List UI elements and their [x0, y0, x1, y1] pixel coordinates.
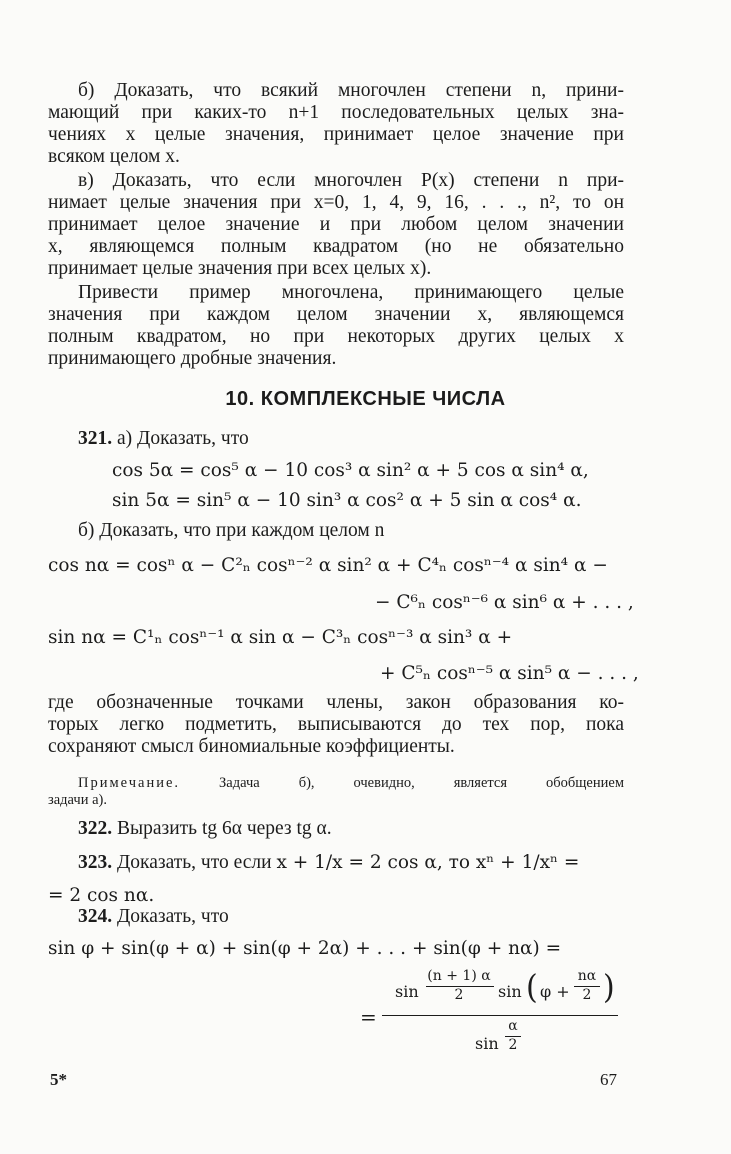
- problem-323: [78, 852, 579, 874]
- text-line: всяком целом x.: [48, 146, 180, 167]
- text-line: чениях x целые значения, принимает целое значение при: [48, 124, 624, 145]
- sum-lhs: sin φ + sin(φ + α) + sin(φ + 2α) + . . . + sin(φ + nα) =: [48, 938, 562, 959]
- problem-322: [78, 818, 332, 840]
- paragraph-part-c: [48, 170, 624, 280]
- condition-formula: x + 1/x = 2 cos α, то xⁿ + 1/xⁿ =: [276, 852, 580, 873]
- problem-323-cont: = 2 cos nα.: [48, 885, 155, 906]
- problem-number: 321.: [78, 428, 113, 449]
- num-paren-top: nα: [577, 968, 597, 984]
- text-line: значения при каждом целом значении x, являющемся: [48, 304, 624, 325]
- text-line: где обозначенные точками члены, закон образования ко-: [48, 692, 624, 713]
- note-block-cont: [48, 792, 594, 809]
- note-block: [78, 775, 624, 792]
- signature-mark: 5*: [50, 1070, 67, 1089]
- problem-number: 323.: [78, 852, 113, 873]
- paren-open: (: [526, 968, 538, 1007]
- paragraph-example: [48, 282, 624, 370]
- equation-cos5a: cos 5α = cos⁵ α − 10 cos³ α sin² α + 5 cos α sin⁴ α,: [112, 460, 589, 481]
- problem-text: Выразить tg 6α через tg α.: [117, 818, 332, 839]
- note-label: Примечание.: [78, 775, 181, 791]
- problem-321-part-b: б) Доказать, что при каждом целом n: [78, 520, 385, 541]
- paragraph-explanation: [48, 692, 624, 758]
- num-frac-bot: 2: [454, 987, 464, 1003]
- problem-number: 322.: [78, 818, 113, 839]
- paragraph-part-b: [48, 80, 624, 168]
- text-line: сохраняют смысл биномиальные коэффициенты.: [48, 736, 455, 757]
- problem-intro: Доказать, что: [117, 906, 229, 927]
- main-fraction-bar: [382, 1015, 618, 1016]
- phi-plus: φ +: [540, 982, 570, 1001]
- text-line: принимает целые значения при всех целых x).: [48, 258, 432, 279]
- problem-324: [78, 906, 229, 928]
- sin-label: sin: [475, 1034, 499, 1053]
- sin-label: sin: [498, 982, 522, 1001]
- text-line: x, являющемся полным квадратом (но не обязательно: [48, 236, 624, 257]
- equation-sin-n-line2: + C⁵ₙ cosⁿ⁻⁵ α sin⁵ α − . . . ,: [380, 663, 639, 684]
- note-line: задачи а).: [48, 792, 107, 808]
- sin-label: sin: [395, 982, 419, 1001]
- text-line: полным квадратом, но при некоторых других целых x: [48, 326, 624, 347]
- note-text: Задача б), очевидно, является обобщением: [219, 775, 624, 791]
- text-line: торых легко подметить, выписываются до тех пор, пока: [48, 714, 624, 735]
- problem-number: 324.: [78, 906, 113, 927]
- text-line: мающий при каких-то n+1 последовательных целых зна-: [48, 102, 624, 123]
- equation-sin5a: sin 5α = sin⁵ α − 10 sin³ α cos² α + 5 sin α cos⁴ α.: [112, 490, 582, 511]
- paren-close: ): [603, 968, 615, 1007]
- text-line: нимает целые значения при x=0, 1, 4, 9, 16, . . ., n², то он: [48, 192, 624, 213]
- problem-intro: а) Доказать, что: [117, 428, 249, 449]
- problem-text: Доказать, что если: [117, 852, 272, 873]
- text-line: Привести пример многочлена, принимающего целые: [78, 282, 624, 303]
- equation-cos-n-line1: cos nα = cosⁿ α − C²ₙ cosⁿ⁻² α sin² α + C⁴ₙ cosⁿ⁻⁴ α sin⁴ α −: [48, 555, 608, 576]
- text-line: в) Доказать, что если многочлен P(x) степени n при-: [78, 170, 624, 191]
- equals-sign: =: [360, 1005, 377, 1029]
- section-title: 10. КОМПЛЕКСНЫЕ ЧИСЛА: [225, 388, 506, 410]
- text-line: б) Доказать, что всякий многочлен степени n, прини-: [78, 80, 624, 101]
- equation-sin-n-line1: sin nα = C¹ₙ cosⁿ⁻¹ α sin α − C³ₙ cosⁿ⁻³ α sin³ α +: [48, 627, 513, 648]
- num-frac-top: (n + 1) α: [427, 968, 491, 984]
- text-line: принимает целое значение и при любом целом значении: [48, 214, 624, 235]
- text-line: принимающего дробные значения.: [48, 348, 337, 369]
- den-top: α: [508, 1018, 518, 1034]
- page-number: 67: [600, 1070, 617, 1089]
- den-bot: 2: [508, 1037, 518, 1053]
- note-line: [78, 775, 624, 792]
- num-paren-bot: 2: [582, 987, 592, 1003]
- equation-cos-n-line2: − C⁶ₙ cosⁿ⁻⁶ α sin⁶ α + . . . ,: [375, 592, 634, 613]
- problem-321-header: [78, 428, 249, 450]
